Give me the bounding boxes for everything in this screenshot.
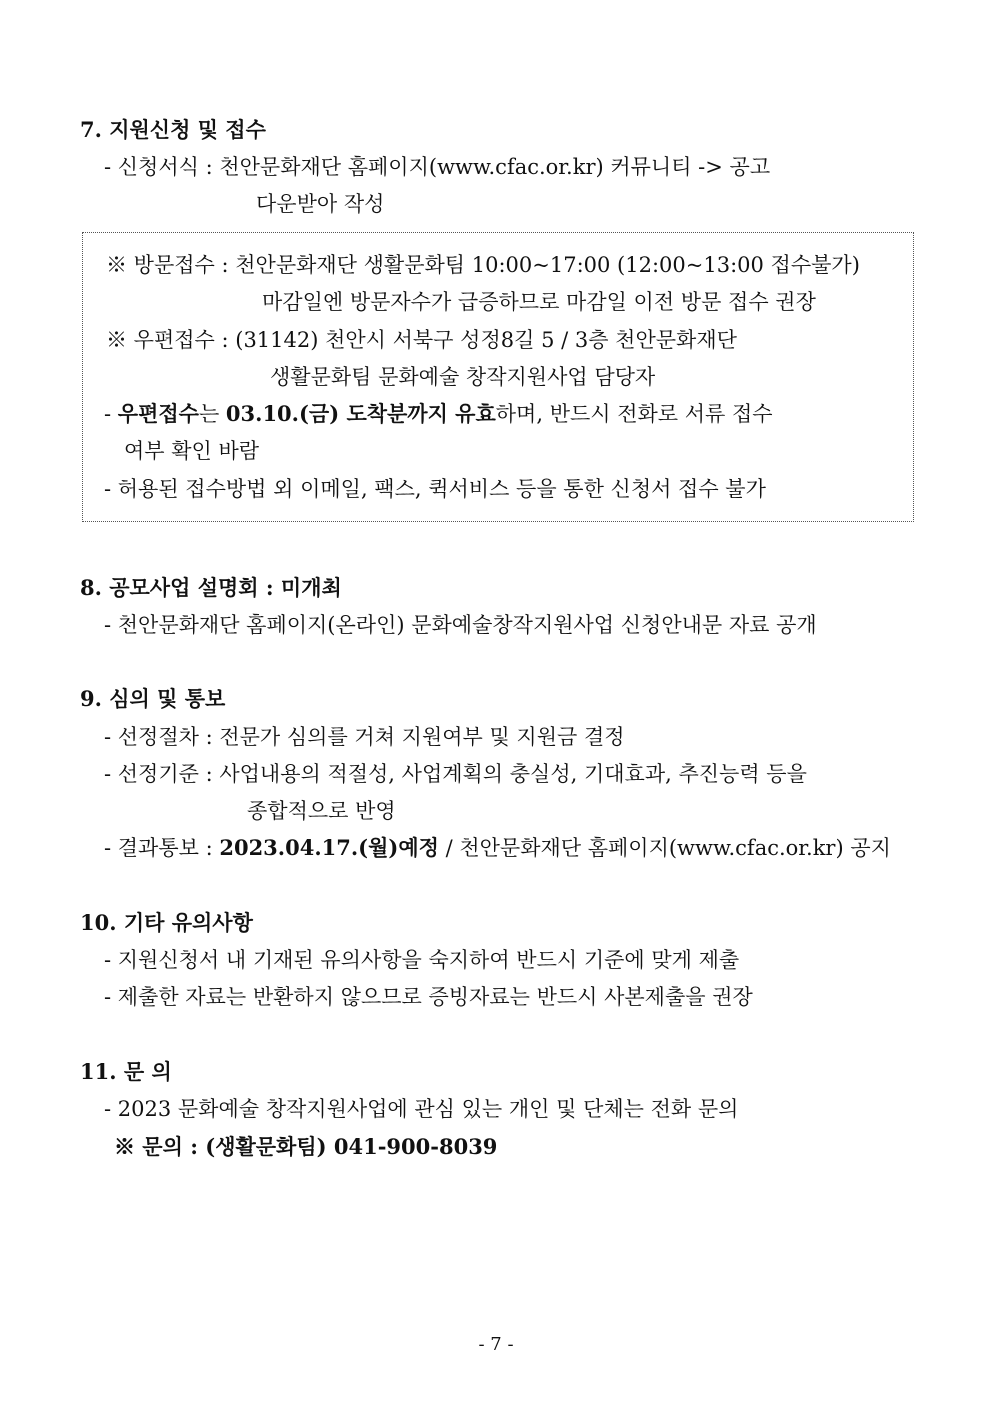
result-notice-line (104, 834, 891, 862)
result-notice-label: - 결과통보 : (104, 836, 220, 860)
section-8-heading: 8. 공모사업 설명회 : 미개최 (80, 575, 342, 600)
page-number: - 7 - (478, 1334, 514, 1355)
note-bold-1: 우편접수 (117, 401, 199, 426)
mail-deadline-note (104, 400, 773, 428)
section-10-heading: 10. 기타 유의사항 (80, 910, 253, 935)
caution-line-2: - 제출한 자료는 반환하지 않으므로 증빙자료는 반드시 사본제출을 권장 (104, 985, 753, 1009)
mail-submission-line: ※ 우편접수 : (31142) 천안시 서북구 성정8길 5 / 3층 천안문화재단 (106, 328, 737, 352)
application-form-line: - 신청서식 : 천안문화재단 홈페이지(www.cfac.or.kr) 커뮤니티 -> 공고 (104, 155, 771, 179)
mail-deadline-note-cont: 여부 확인 바람 (124, 439, 260, 463)
selection-criteria-line-cont: 종합적으로 반영 (247, 799, 396, 823)
visit-submission-line: ※ 방문접수 : 천안문화재단 생활문화팀 10:00~17:00 (12:00~13:00 접수불가) (106, 253, 860, 277)
result-notice-rest: / 천안문화재단 홈페이지(www.cfac.or.kr) 공지 (438, 836, 891, 860)
note-text-2: 하며, 반드시 전화로 서류 접수 (495, 402, 773, 426)
application-form-line-cont: 다운받아 작성 (256, 192, 385, 216)
selection-criteria-line: - 선정기준 : 사업내용의 적절성, 사업계획의 충실성, 기대효과, 추진능력 등을 (104, 762, 807, 786)
visit-submission-line-cont: 마감일엔 방문자수가 급증하므로 마감일 이전 방문 접수 권장 (262, 290, 816, 314)
note-dash: - (104, 402, 118, 426)
note-text-1: 는 (198, 402, 226, 426)
result-notice-date: 2023.04.17.(월)예정 (219, 835, 439, 860)
inquiry-line: - 2023 문화예술 창작지원사업에 관심 있는 개인 및 단체는 전화 문의 (104, 1097, 739, 1121)
contact-info: ※ 문의 : (생활문화팀) 041-900-8039 (114, 1134, 498, 1159)
section-7-heading: 7. 지원신청 및 접수 (80, 117, 266, 142)
note-bold-2: 03.10.(금) 도착분까지 유효 (225, 401, 496, 426)
mail-submission-line-cont: 생활문화팀 문화예술 창작지원사업 담당자 (270, 365, 656, 389)
selection-procedure-line: - 선정절차 : 전문가 심의를 거쳐 지원여부 및 지원금 결정 (104, 725, 625, 749)
briefing-line: - 천안문화재단 홈페이지(온라인) 문화예술창작지원사업 신청안내문 자료 공개 (104, 613, 817, 637)
caution-line-1: - 지원신청서 내 기재된 유의사항을 숙지하여 반드시 기준에 맞게 제출 (104, 948, 740, 972)
section-9-heading: 9. 심의 및 통보 (80, 686, 226, 711)
section-11-heading: 11. 문 의 (80, 1059, 172, 1084)
allowed-methods-note: - 허용된 접수방법 외 이메일, 팩스, 퀵서비스 등을 통한 신청서 접수 불가 (104, 477, 766, 501)
